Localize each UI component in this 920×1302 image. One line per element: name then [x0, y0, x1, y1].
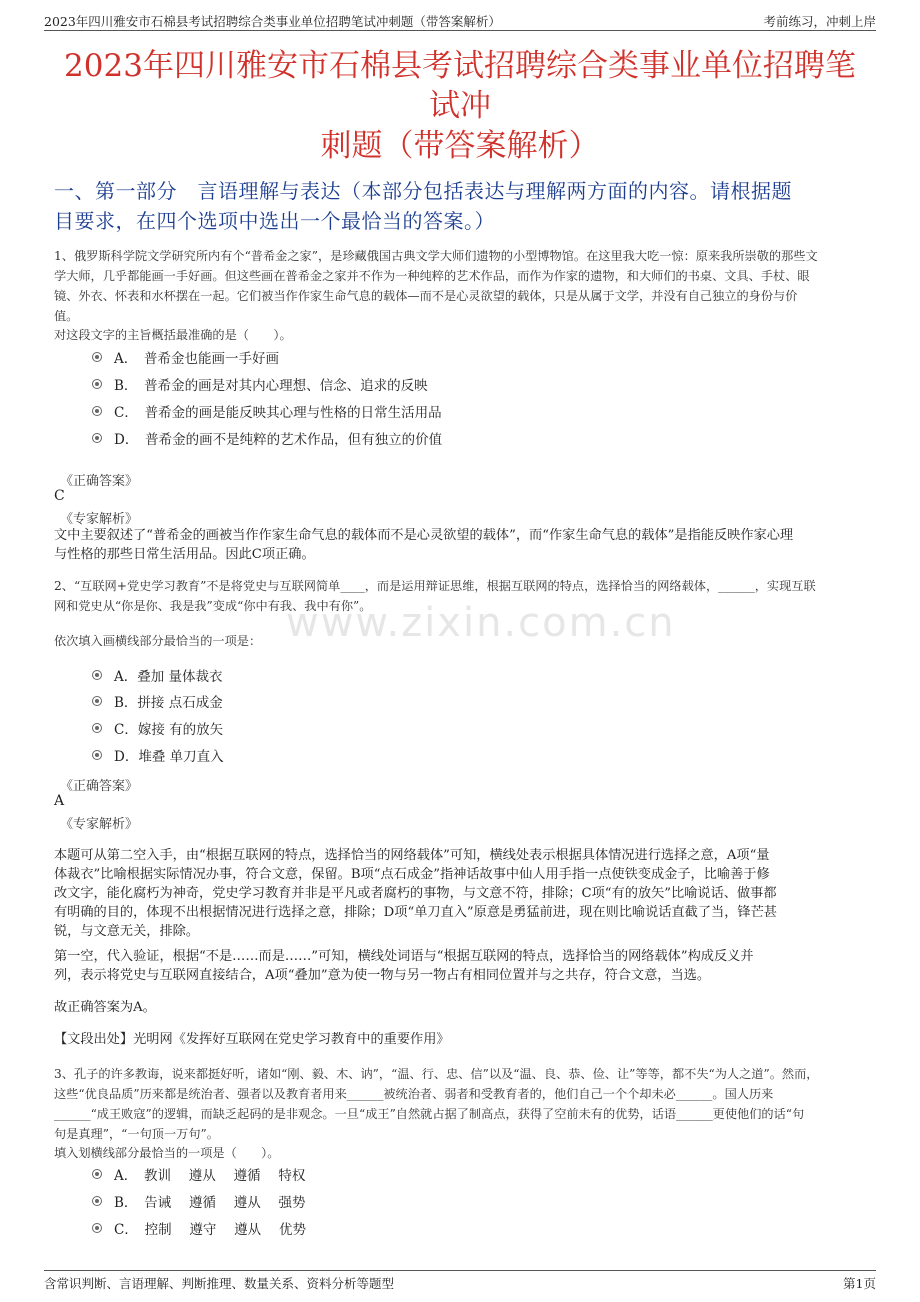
q2-expert-label: 《专家解析》 — [60, 817, 139, 832]
radio-icon[interactable] — [92, 352, 102, 362]
option-label: B． 告诫 遵循 遵从 强势 — [114, 1195, 306, 1211]
question-1-stem: 对这段文字的主旨概括最准确的是（ ）。 — [54, 328, 292, 342]
radio-icon[interactable] — [92, 696, 102, 706]
analysis-line: 本题可从第二空入手，由“根据互联网的特点，选择恰当的网络载体”可知，横线处表示根据具体情况进行选择之意，A项“量 — [54, 848, 770, 863]
radio-icon[interactable] — [92, 1223, 102, 1233]
option-label: A．叠加 量体裁衣 — [114, 669, 223, 685]
q2-conclusion: 故正确答案为A。 — [54, 1000, 156, 1015]
radio-icon[interactable] — [92, 1169, 102, 1179]
page-title-line: 2023年四川雅安市石棉县考试招聘综合类事业单位招聘笔试冲 — [64, 48, 856, 124]
section-heading-line: 一、第一部分 言语理解与表达（本部分包括表达与理解两方面的内容。请根据题 — [54, 179, 792, 203]
q1-expert-label: 《专家解析》 — [60, 512, 139, 527]
question-3-text — [54, 1064, 868, 1144]
analysis-line: 有明确的目的，体现不出根据情况进行选择之意，排除；D项“单刀直入”原意是勇猛前进，现在则比喻说话直截了当，锋芒甚 — [54, 905, 777, 920]
question-line: 这些“优良品质”历来都是统治者、强者以及教育者用来______被统治者、弱者和受教育者的，他们自己一个个却未必______。国人历来 — [54, 1087, 774, 1101]
footer-topics: 含常识判断、言语理解、判断推理、数量关系、资料分析等题型 — [44, 1276, 395, 1291]
watermark: www.zixin.com.cn — [286, 600, 676, 646]
question-2-text — [54, 576, 868, 616]
analysis-line: 列，表示将党史与互联网直接结合，A项“叠加”意为使一物与另一物占有相同位置并与之共存，符合文意，当选。 — [54, 968, 711, 983]
question-2-stem: 依次填入画横线部分最恰当的一项是： — [54, 634, 262, 648]
q1-analysis — [54, 526, 870, 564]
option-label: B． 普希金的画是对其内心理想、信念、追求的反映 — [114, 378, 428, 394]
page-header — [44, 10, 876, 31]
question-3-stem: 填入划横线部分最恰当的一项是（ ）。 — [54, 1146, 280, 1160]
header-doc-title: 2023年四川雅安市石棉县考试招聘综合类事业单位招聘笔试冲刺题（带答案解析） — [44, 14, 501, 29]
option-label: C． 控制 遵守 遵从 优势 — [114, 1222, 306, 1238]
question-line: 3、孔子的许多教诲，说来都挺好听，诸如“刚、毅、木、讷”，“温、行、忠、信”以及“温、良、恭、俭、让”等等，都不失“为人之道”。然而， — [54, 1067, 819, 1081]
analysis-line: 与性格的那些日常生活用品。因此C项正确。 — [54, 547, 315, 562]
q1-answer: C — [54, 488, 65, 504]
radio-icon[interactable] — [92, 750, 102, 760]
option-label: B．拼接 点石成金 — [114, 695, 223, 711]
option-label: A． 教训 遵从 遵循 特权 — [114, 1168, 306, 1184]
analysis-line: 锐，与文意无关，排除。 — [54, 924, 200, 939]
q2-analysis-paragraph-2 — [54, 947, 870, 985]
question-line: 句是真理”，“一句顶一万句”。 — [54, 1127, 219, 1141]
radio-icon[interactable] — [92, 379, 102, 389]
analysis-line: 第一空，代入验证，根据“不是……而是……”可知，横线处词语与“根据互联网的特点，选择恰当的网络载体”构成反义并 — [54, 949, 754, 964]
page-title — [50, 46, 870, 166]
q2-answer: A — [54, 793, 65, 809]
question-line: 学大师，几乎都能画一手好画。但这些画在普希金之家并不作为一种纯粹的艺术作品，而作为作家的遗物，和大师们的书桌、文具、手杖、眼 — [54, 269, 810, 283]
radio-icon[interactable] — [92, 723, 102, 733]
question-line: 1、俄罗斯科学院文学研究所内有个“普希金之家”，是珍藏俄国古典文学大师们遗物的小型博物馆。在这里我大吃一惊：原来我所崇敬的那些文 — [54, 249, 818, 263]
question-line: 2、“互联网+党史学习教育”不是将党史与互联网简单____，而是运用辩证思维，根据互联网的特点，选择恰当的网络载体，______，实现互联 — [54, 579, 816, 593]
radio-icon[interactable] — [92, 406, 102, 416]
radio-icon[interactable] — [92, 433, 102, 443]
question-line: 网和党史从“你是你、我是我”变成“你中有我、我中有你”。 — [54, 599, 372, 613]
question-1-text — [54, 246, 868, 326]
q2-analysis-paragraph-1 — [54, 846, 870, 941]
q2-source: 【文段出处】光明网《发挥好互联网在党史学习教育中的重要作用》 — [54, 1032, 450, 1047]
analysis-line: 改文字，能化腐朽为神奇，党史学习教育并非是平凡或者腐朽的事物，与文意不符，排除；C项“有的放矢”比喻说话、做事都 — [54, 886, 777, 901]
section-heading-line: 目要求，在四个选项中选出一个最恰当的答案。） — [54, 209, 495, 233]
option-label: A． 普希金也能画一手好画 — [114, 351, 279, 367]
option-label: D． 普希金的画不是纯粹的艺术作品，但有独立的价值 — [114, 432, 443, 448]
question-line: ______“成王败寇”的逻辑，而缺乏起码的是非观念。一旦“成王”自然就占据了制高点，获得了空前未有的优势，话语______更使他们的话“句 — [54, 1107, 805, 1121]
q1-answer-label: 《正确答案》 — [60, 474, 139, 489]
section-heading — [54, 176, 862, 236]
option-label: C． 普希金的画是能反映其心理与性格的日常生活用品 — [114, 405, 442, 421]
analysis-line: 文中主要叙述了“普希金的画被当作作家生命气息的载体而不是心灵欲望的载体”，而“作家生命气息的载体”是指能反映作家心理 — [54, 528, 794, 543]
radio-icon[interactable] — [92, 1196, 102, 1206]
radio-icon[interactable] — [92, 670, 102, 680]
option-label: C．嫁接 有的放矢 — [114, 722, 224, 738]
page-title-line: 刺题（带答案解析） — [320, 128, 600, 164]
page-footer — [44, 1270, 876, 1291]
header-slogan: 考前练习，冲刺上岸 — [763, 14, 876, 29]
option-label: D．堆叠 单刀直入 — [114, 749, 224, 765]
question-line: 镜、外衣、怀表和水杯摆在一起。它们被当作作家生命气息的载体—而不是心灵欲望的载体，只是从属于文学，并没有自己独立的身份与价 — [54, 289, 798, 303]
q2-answer-label: 《正确答案》 — [60, 779, 139, 794]
analysis-line: 体裁衣”比喻根据实际情况办事，符合文意，保留。B项“点石成金”指神话故事中仙人用手指一点使铁变成金子，比喻善于修 — [54, 867, 770, 882]
question-line: 值。 — [54, 309, 79, 323]
page-number: 第1页 — [843, 1276, 876, 1291]
